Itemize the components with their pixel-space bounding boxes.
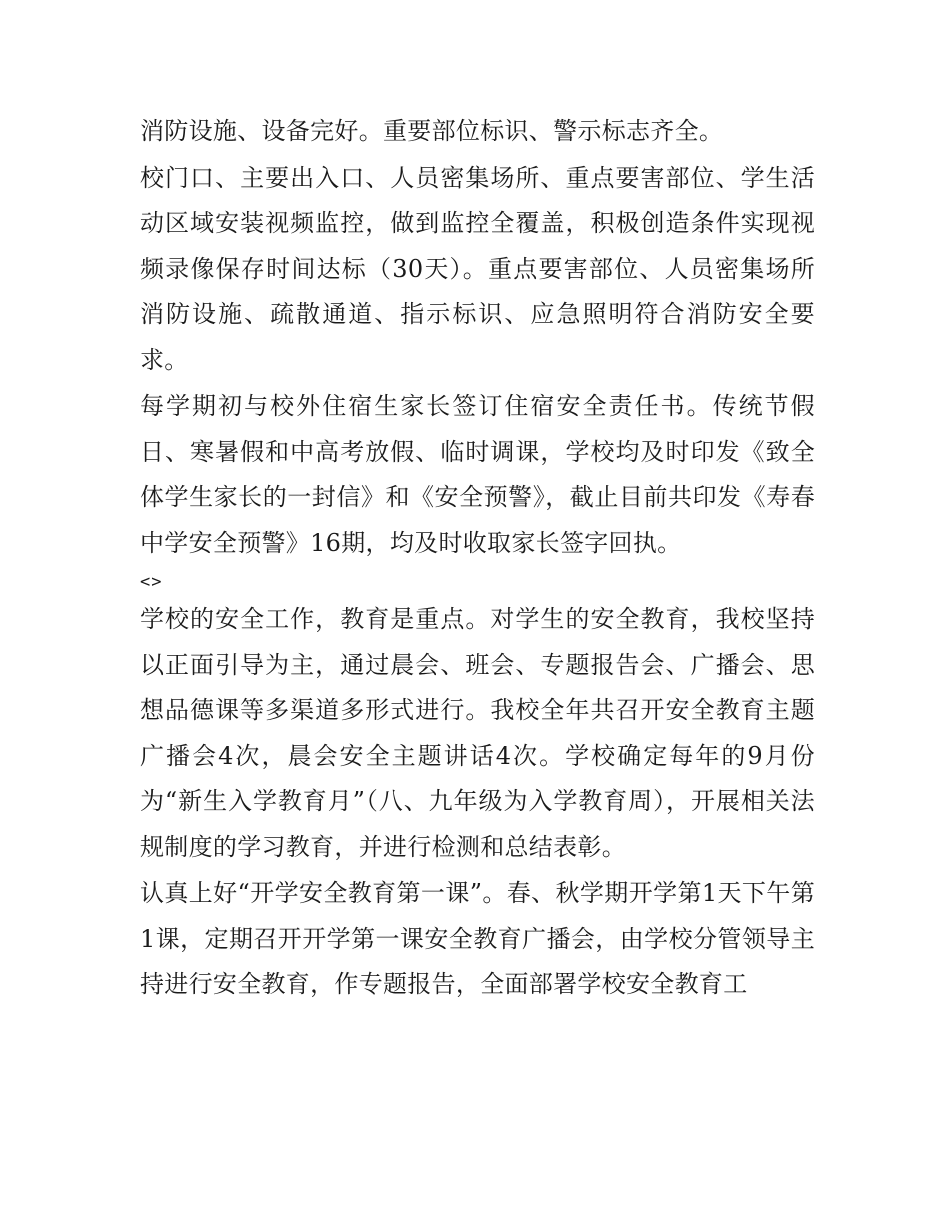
paragraph-video-surveillance: 校门口、主要出入口、人员密集场所、重点要害部位、学生活动区域安装视频监控，做到监控全覆盖，积极创造条件实现视频录像保存时间达标（30天）。重点要害部位、人员密集场所消防设施、疏散通道、指示标识、应急照明符合消防安全要求。	[140, 163, 815, 374]
paragraph-fire-facilities: 消防设施、设备完好。重要部位标识、警示标志齐全。	[140, 117, 724, 145]
document-body	[140, 109, 815, 1009]
paragraph-safety-education: 学校的安全工作，教育是重点。对学生的安全教育，我校坚持以正面引导为主，通过晨会、班会、专题报告会、广播会、思想品德课等多渠道多形式进行。我校全年共召开安全教育主题广播会4次，晨会安全主题讲话4次。学校确定每年的9月份为“新生入学教育月”（八、九年级为入学教育周），开展相关法规制度的学习教育，并进行检测和总结表彰。	[140, 605, 815, 861]
section-marker: <>	[140, 572, 163, 592]
paragraph-parent-safety-letters: 每学期初与校外住宿生家长签订住宿安全责任书。传统节假日、寒暑假和中高考放假、临时调课，学校均及时印发《致全体学生家长的一封信》和《安全预警》，截止目前共印发《寿春中学安全预警》16期，均及时收取家长签字回执。	[140, 392, 815, 557]
paragraph-first-lesson: 认真上好“开学安全教育第一课”。春、秋学期开学第1天下午第1课，定期召开开学第一课安全教育广播会，由学校分管领导主持进行安全教育，作专题报告，全面部署学校安全教育工	[140, 879, 815, 998]
